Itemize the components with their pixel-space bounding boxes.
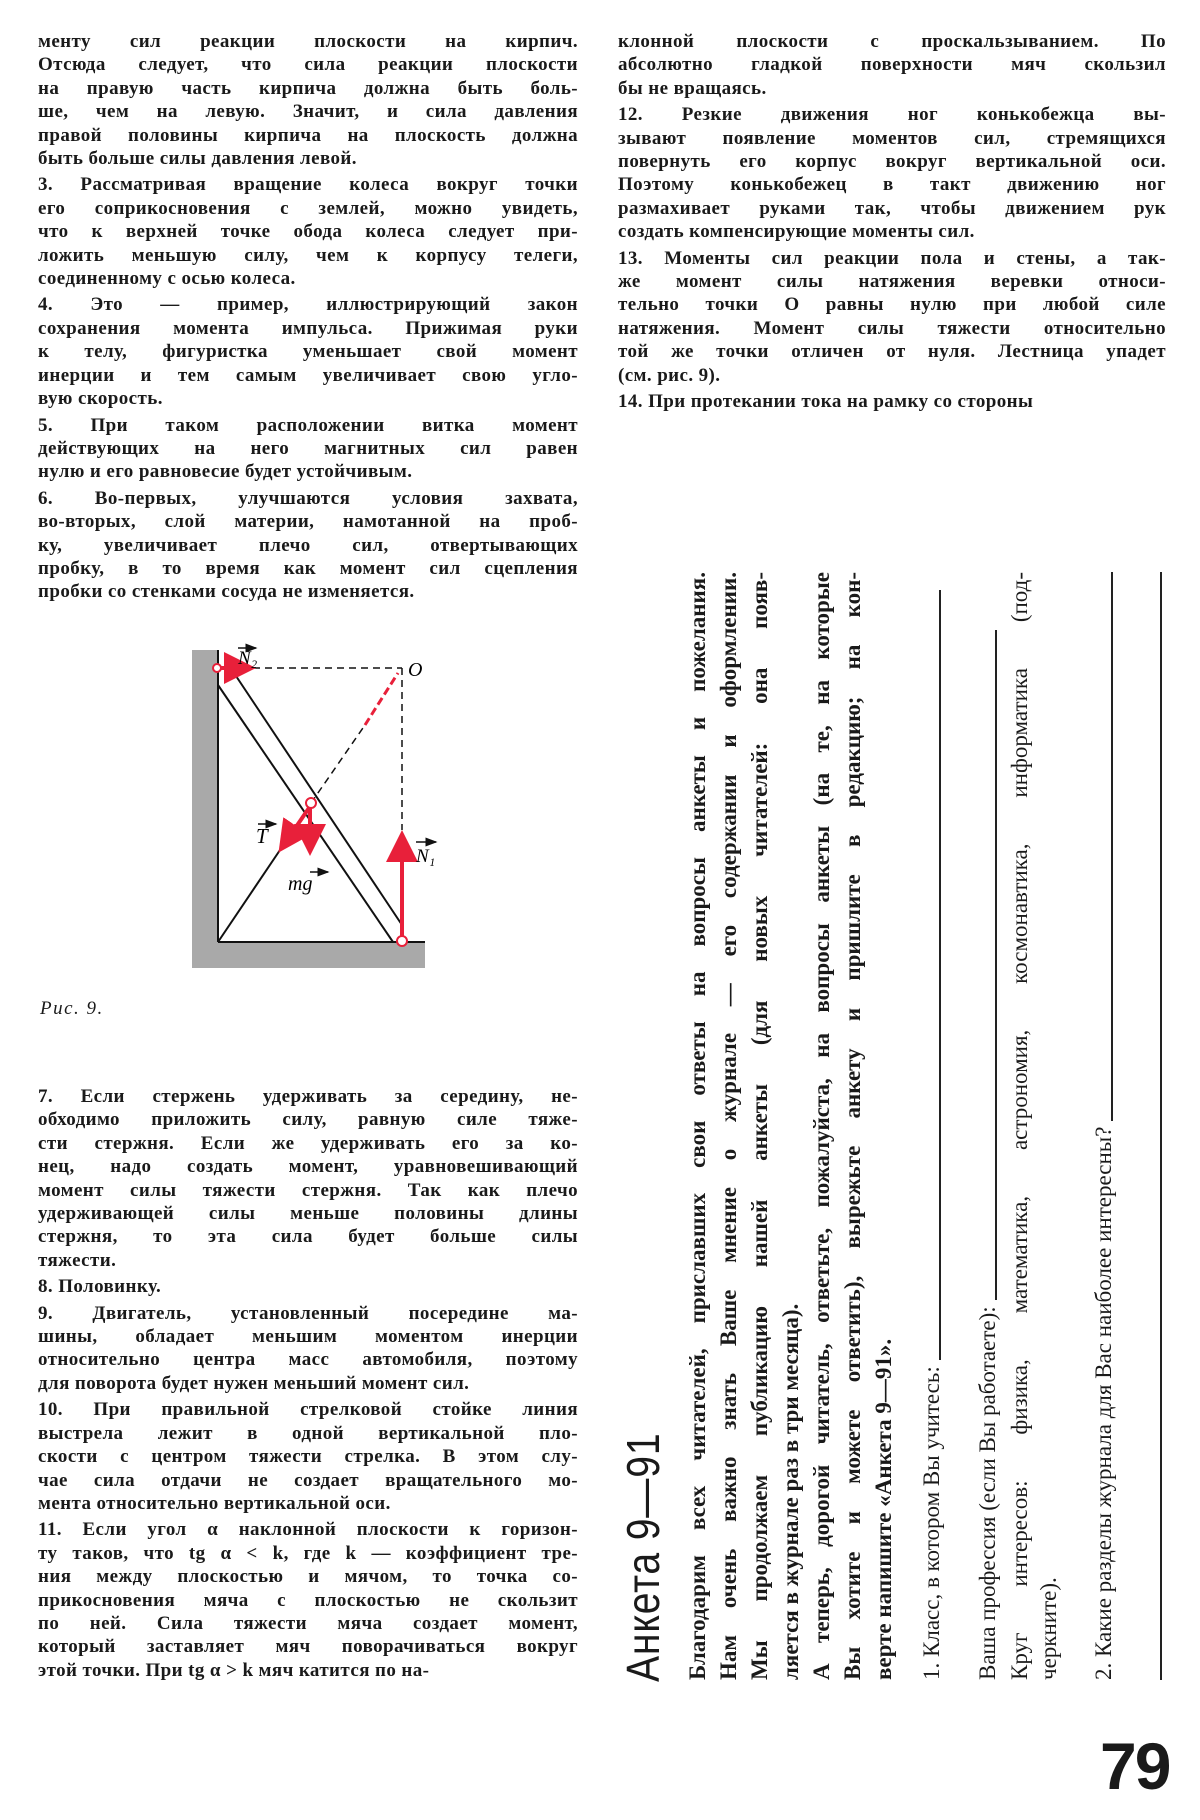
text-line: быть больше силы давления левой. xyxy=(38,148,357,170)
text-line: менту сил реакции плоскости на кирпич. xyxy=(38,31,578,52)
intro-line: Вы хотите и можете ответить), вырежьте анкету и пришлите в редакцию; на кон- xyxy=(840,572,865,1680)
text-line: нец, надо создать момент, уравновешивающий xyxy=(38,1156,578,1178)
left-column-top-text xyxy=(38,30,578,607)
intro-line: верте напишите «Анкета 9—91». xyxy=(871,1338,896,1680)
text-line: мента относительно вертикальной оси. xyxy=(38,1492,391,1514)
figure-ladder-diagram xyxy=(180,640,440,980)
question-profession-label: Ваша профессия (если Вы работаете): xyxy=(975,1306,1000,1680)
text-line: 13. Моменты сил реакции пола и стены, а так- xyxy=(618,247,1166,269)
text-line: натяжения. Момент силы тяжести относительно xyxy=(618,317,1166,339)
answer-paragraph xyxy=(38,414,578,484)
label-mg: mg xyxy=(288,873,313,895)
answer-paragraph xyxy=(38,30,578,170)
question-sections xyxy=(1088,572,1119,1680)
text-line: повернуть его корпус вокруг вертикальной оси. xyxy=(618,151,1166,173)
answer-sections-extra-line[interactable] xyxy=(1160,572,1162,1680)
answer-paragraph xyxy=(618,30,1166,100)
text-line: 9. Двигатель, установленный посередине ма- xyxy=(38,1302,578,1324)
text-line: на правую часть кирпича должна быть боль- xyxy=(38,77,578,99)
answer-paragraph xyxy=(38,1275,578,1298)
answer-paragraph xyxy=(618,247,1166,387)
text-line: ложить меньшую силу, чем к корпусу телеги, xyxy=(38,244,578,266)
text-line: его соприкосновения с землей, можно увидеть, xyxy=(38,197,578,219)
text-line: Отсюда следует, что сила реакции плоскости xyxy=(38,54,578,76)
text-line: пробки со стенками сосуда не изменяется. xyxy=(38,581,415,603)
text-line: 11. Если угол α наклонной плоскости к горизон- xyxy=(38,1519,578,1541)
interests-line: Круг интересов: физика, математика, астрономия, космонавтика, информатика (под- xyxy=(1007,572,1032,1680)
text-line: шины, обладает меньшим моментом инерции xyxy=(38,1326,578,1348)
text-line: действующих на него магнитных сил равен xyxy=(38,437,578,459)
text-line: инерции и тем самым увеличивает свою угло- xyxy=(38,364,578,386)
force-t-arrow xyxy=(283,805,311,846)
text-line: ше, чем на левую. Значит, и сила давления xyxy=(38,101,578,123)
answer-paragraph xyxy=(38,1302,578,1396)
text-line: бы не вращаясь. xyxy=(618,77,767,99)
text-line: сохранения момента импульса. Прижимая руки xyxy=(38,317,578,339)
right-column-text xyxy=(618,30,1166,417)
text-line: который заставляет мяч поворачиваться вокруг xyxy=(38,1636,578,1658)
text-line: нулю и его равновесие будет устойчивым. xyxy=(38,461,413,483)
answer-class-field[interactable] xyxy=(939,590,941,1360)
answer-paragraph xyxy=(38,1085,578,1272)
answer-paragraph xyxy=(618,390,1166,413)
text-line: Поэтому конькобежец в такт движению ног xyxy=(618,174,1166,196)
text-line: к телу, фигуристка уменьшает свой момент xyxy=(38,341,578,363)
text-line: 12. Резкие движения ног конькобежца вы- xyxy=(618,104,1166,126)
text-line: удерживающей силы меньше половины длины xyxy=(38,1203,578,1225)
text-line: во-вторых, слой материи, намотанной на проб- xyxy=(38,511,578,533)
answer-profession-field[interactable] xyxy=(995,630,997,1300)
text-line: правой половины кирпича на плоскость должна xyxy=(38,124,578,146)
text-line: соединенному с осью колеса. xyxy=(38,268,296,290)
text-line: сти стержня. Если же удерживать его за ко- xyxy=(38,1132,578,1154)
text-line: размахивает руками так, чтобы движением рук xyxy=(618,197,1166,219)
center-of-mass xyxy=(306,798,316,808)
intro-line: Мы продолжаем публикацию нашей анкеты (для новых читателей: она появ- xyxy=(747,572,772,1680)
text-line: этой точки. При tg α > k мяч катится по на- xyxy=(38,1659,430,1681)
text-line: ния между плоскостью и мячом, то точка со- xyxy=(38,1566,578,1588)
text-line: скости с центром тяжести стрелка. В этом слу- xyxy=(38,1446,578,1468)
text-line: тельно точки O равны нулю при любой силе xyxy=(618,294,1166,316)
rope xyxy=(218,850,280,942)
interests-line: черкните). xyxy=(1036,1577,1061,1680)
lever-arm-dashed xyxy=(365,673,398,725)
text-line: ту таков, что tg α < k, где k — коэффициент тре- xyxy=(38,1542,578,1564)
text-line: тяжести. xyxy=(38,1249,117,1271)
text-line: стержня, то эта сила будет больше силы xyxy=(38,1226,578,1248)
label-t: T xyxy=(256,824,268,848)
question-profession xyxy=(972,630,1003,1680)
answer-paragraph xyxy=(38,1398,578,1515)
question-class-label: 1. Класс, в котором Вы учитесь: xyxy=(919,1366,944,1680)
text-line: 3. Рассматривая вращение колеса вокруг точки xyxy=(38,174,578,196)
question-sections-label: 2. Какие разделы журнала для Вас наиболее интересны? xyxy=(1091,1126,1116,1680)
text-line: обходимо приложить силу, равную силе тяже- xyxy=(38,1109,578,1131)
questionnaire-form xyxy=(617,560,1180,1700)
text-line: 6. Во-первых, улучшаются условия захвата, xyxy=(38,487,578,509)
label-o: O xyxy=(408,659,423,681)
intro-line: Нам очень важно знать Ваше мнение о журнале — его содержании и оформлении. xyxy=(716,572,741,1680)
text-line: вую скорость. xyxy=(38,388,163,410)
text-line: же момент силы натяжения веревки относи- xyxy=(618,271,1166,293)
question-class xyxy=(916,590,947,1680)
label-n1: N₁ xyxy=(416,846,436,867)
text-line: чае сила отдачи не создает вращательного мо- xyxy=(38,1469,578,1491)
text-line: зывают появление моментов сил, стремящихся xyxy=(618,127,1166,149)
text-line: 14. При протекании тока на рамку со стороны xyxy=(618,391,1034,413)
text-line: выстрела лежит в одной вертикальной пло- xyxy=(38,1422,578,1444)
questionnaire-title: Анкета 9—91 xyxy=(617,1432,669,1682)
text-line: ку, увеличивает плечо сил, отвертывающих xyxy=(38,534,578,556)
answer-paragraph xyxy=(618,103,1166,243)
text-line: для поворота будет нужен меньший момент сил. xyxy=(38,1372,470,1394)
answer-paragraph xyxy=(38,1518,578,1682)
text-line: той же точки отличен от нуля. Лестница упадет xyxy=(618,341,1166,363)
label-n2: N₂ xyxy=(238,648,258,669)
intro-line: ляется в журнале раз в три месяца). xyxy=(778,1303,803,1680)
text-line: создать компенсирующие моменты сил. xyxy=(618,221,975,243)
text-line: относительно центра масс автомобиля, поэтому xyxy=(38,1349,578,1371)
answer-paragraph xyxy=(38,173,578,290)
text-line: по ней. Сила тяжести мяча создает момент, xyxy=(38,1612,578,1634)
text-line: 4. Это — пример, иллюстрирующий закон xyxy=(38,294,578,316)
text-line: прикосновения мяча с плоскостью не скользит xyxy=(38,1589,578,1611)
intro-line: Благодарим всех читателей, приславших свои ответы на вопросы анкеты и пожелания. xyxy=(685,572,710,1680)
text-line: 8. Половинку. xyxy=(38,1276,162,1298)
text-line: абсолютно гладкой поверхности мяч скользил xyxy=(618,54,1166,76)
figure-caption: Рис. 9. xyxy=(40,998,104,1019)
answer-sections-field[interactable] xyxy=(1111,572,1113,1121)
answer-paragraph xyxy=(38,293,578,410)
ladder-diagram xyxy=(180,640,440,980)
text-line: 5. При таком расположении витка момент xyxy=(38,414,578,436)
text-line: пробку, в то время как момент сил сцепления xyxy=(38,557,578,579)
text-line: клонной плоскости с проскальзыванием. По xyxy=(618,31,1166,52)
text-line: что к верхней точке обода колеса следует при- xyxy=(38,221,578,243)
text-line: 7. Если стержень удерживать за середину, не- xyxy=(38,1086,578,1107)
left-column-bottom-text xyxy=(38,1085,578,1685)
text-line: момент силы тяжести стержня. Так как плечо xyxy=(38,1179,578,1201)
text-line: (см. рис. 9). xyxy=(618,364,721,386)
text-line: 10. При правильной стрелковой стойке линия xyxy=(38,1399,578,1421)
page-number: 79 xyxy=(1100,1729,1170,1803)
answer-paragraph xyxy=(38,487,578,604)
intro-line: А теперь, дорогой читатель, ответьте, пожалуйста, на вопросы анкеты (на те, на которые xyxy=(809,572,834,1680)
